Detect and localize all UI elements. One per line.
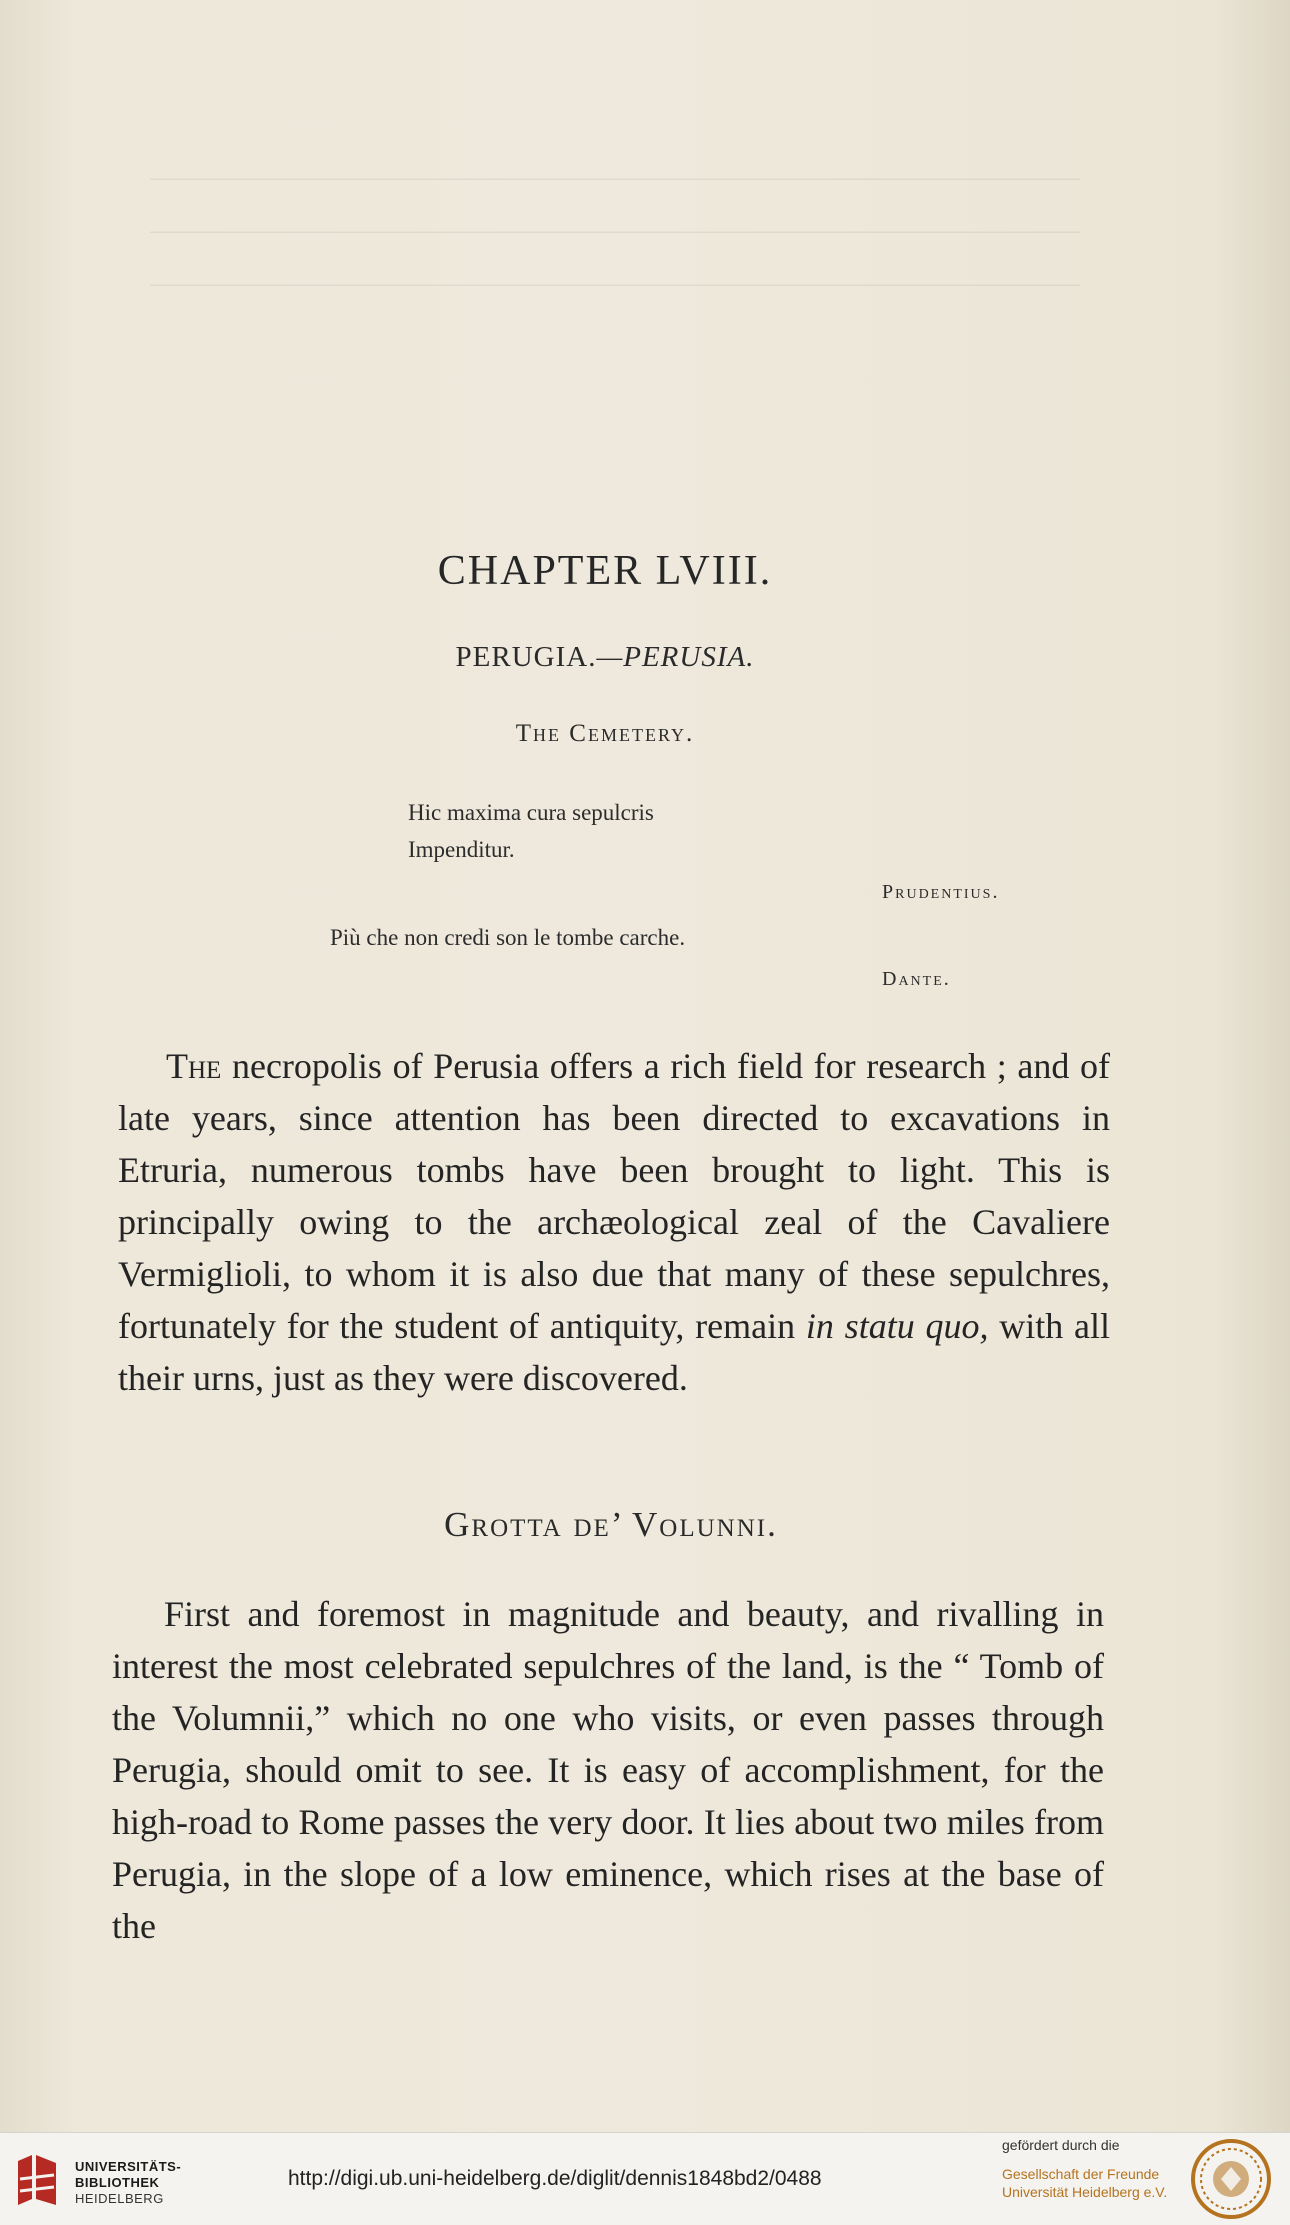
- paragraph-first-word: The: [166, 1046, 222, 1086]
- sponsor-heading: gefördert durch die: [1002, 2137, 1120, 2153]
- sponsor-name-line-1: Gesellschaft der Freunde: [1002, 2166, 1160, 2182]
- chapter-title: CHAPTER LVIII.: [437, 548, 773, 594]
- paragraph-text: necropolis of Perusia offers a rich field for research ; and of late years, since attention has been directed to excavations in Etruria, numerous tombs have been brought to light. This is principally owing to the archæological zeal of the Cavaliere Vermiglioli, to whom it is also due that many of these sepulchres, fortunately for the student of antiquity, remain: [118, 1046, 1110, 1346]
- library-name-line-1: UNIVERSITÄTS-: [75, 2159, 182, 2174]
- library-name-line-2: BIBLIOTHEK: [75, 2175, 160, 2190]
- epigraph-1-attribution: Prudentius.: [882, 881, 1000, 903]
- subsection-title: Grotta de’ Volunni.: [444, 1505, 778, 1544]
- epigraph-1-line-1: Hic maxima cura sepulcris: [408, 800, 654, 825]
- paragraph-volumnii: First and foremost in magnitude and beauty, and rivalling in interest the most celebrated sepulchres of the land, is the “ Tomb of the Volumnii,” which no one who visits, or even passes through Perugia, should omit to see. It is easy of accomplishment, for the high-road to Rome passes the very door. It lies about two miles from Perugia, in the slope of a low eminence, which rises at the base of the: [112, 1594, 1104, 1946]
- chapter-place-latin: —PERUSIA.: [596, 641, 755, 673]
- epigraph-1-line-2: Impenditur.: [408, 837, 515, 862]
- paragraph-necropolis: [118, 1040, 1110, 1404]
- bleed-through-text: ——————————————————————————————— ——————————————————————————————— ———————————————————————————————: [150, 160, 1080, 299]
- university-library-logo-icon: [12, 2153, 62, 2208]
- italic-phrase: in statu quo,: [805, 1306, 989, 1346]
- sponsor-seal-icon: [1188, 2137, 1274, 2221]
- sponsor-name-line-2: Universität Heidelberg e.V.: [1002, 2184, 1168, 2200]
- paragraph-text-end: with all their urns, just as they were discovered.: [118, 1306, 1111, 1398]
- epigraph-2-attribution: Dante.: [882, 968, 951, 990]
- epigraph-2-line-1: Più che non credi son le tombe carche.: [330, 925, 686, 950]
- library-name-line-3: HEIDELBERG: [75, 2191, 164, 2206]
- section-title: The Cemetery.: [515, 720, 695, 747]
- permalink-url[interactable]: http://digi.ub.uni-heidelberg.de/diglit/dennis1848bd2/0488: [288, 2167, 822, 2190]
- chapter-subtitle: [0, 641, 1210, 674]
- chapter-place: PERUGIA.: [455, 641, 597, 673]
